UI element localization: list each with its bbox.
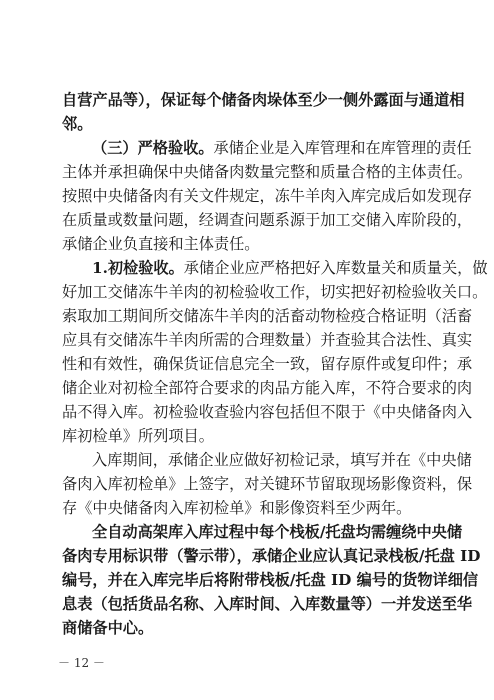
subsection-heading: 1.初检验收。 (92, 259, 184, 277)
text-line: 库初检单》所列项目。 (62, 427, 214, 445)
text-line: 主体并承担确保中央储备肉数量完整和质量合格的主体责任。 (62, 163, 473, 181)
text-line: 存《中央储备肉入库初检单》和影像资料至少两年。 (62, 499, 412, 517)
text-line: 应具有交储冻牛羊肉所需的合理数量）并查验其合法性、真实 (62, 331, 473, 349)
text-line: 自营产品等），保证每个储备肉垛体至少一侧外露面与通道相 (62, 91, 465, 109)
text-line: 性和有效性，确保货证信息完全一致，留存原件或复印件；承 (62, 355, 473, 373)
text-line: 备肉入库初检单》上签字，对关键环节留取现场影像资料，保 (62, 475, 473, 493)
text-line: 储企业对初检全部符合要求的肉品方能入库，不符合要求的肉 (62, 379, 473, 397)
text-line: 入库期间，承储企业应做好初检记录，填写并在《中央储 (92, 451, 472, 469)
text-run: 承储企业应严格把好入库数量关和质量关，做 (183, 259, 488, 277)
text-line: 全自动高架库入库过程中每个栈板/托盘均需缠绕中央储 (92, 523, 463, 541)
paragraph-inbound-period (62, 448, 473, 520)
text-line: 好加工交储冻牛羊肉的初检验收工作，切实把好初检验收关口。 (62, 283, 488, 301)
paragraph-initial-inspection (62, 256, 488, 448)
text-line: 承储企业负直接和主体责任。 (62, 235, 260, 253)
paragraph-automated-warehouse (62, 520, 481, 640)
text-line: 编号，并在入库完毕后将附带栈板/托盘 ID 编号的货物详细信 (62, 571, 479, 589)
paragraph-strict-acceptance (62, 136, 473, 256)
text-line: 按照中央储备肉有关文件规定，冻牛羊肉入库完成后如发现存 (62, 187, 473, 205)
text-line: 品不得入库。初检验收查验内容包括但不限于《中央储备肉入 (62, 403, 473, 421)
page-number: － 12 － (58, 656, 105, 670)
text-line-first (62, 256, 488, 280)
text-line: 索取加工期间所交储冻牛羊肉的活畜动物检疫合格证明（活畜 (62, 307, 473, 325)
text-line: 邻。 (62, 115, 93, 133)
text-line: 息表（包括货品名称、入库时间、入库数量等）一并发送至华 (62, 595, 473, 613)
text-line-first (62, 136, 472, 160)
paragraph-continuation (62, 88, 465, 136)
section-heading: （三）严格验收。 (92, 139, 214, 157)
text-line: 备肉专用标识带（警示带），承储企业应认真记录栈板/托盘 ID (62, 547, 481, 565)
text-run: 承储企业是入库管理和在库管理的责任 (213, 139, 472, 157)
text-line: 在质量或数量问题，经调查问题系源于加工交储入库阶段的， (62, 211, 473, 229)
text-line: 商储备中心。 (62, 619, 154, 637)
